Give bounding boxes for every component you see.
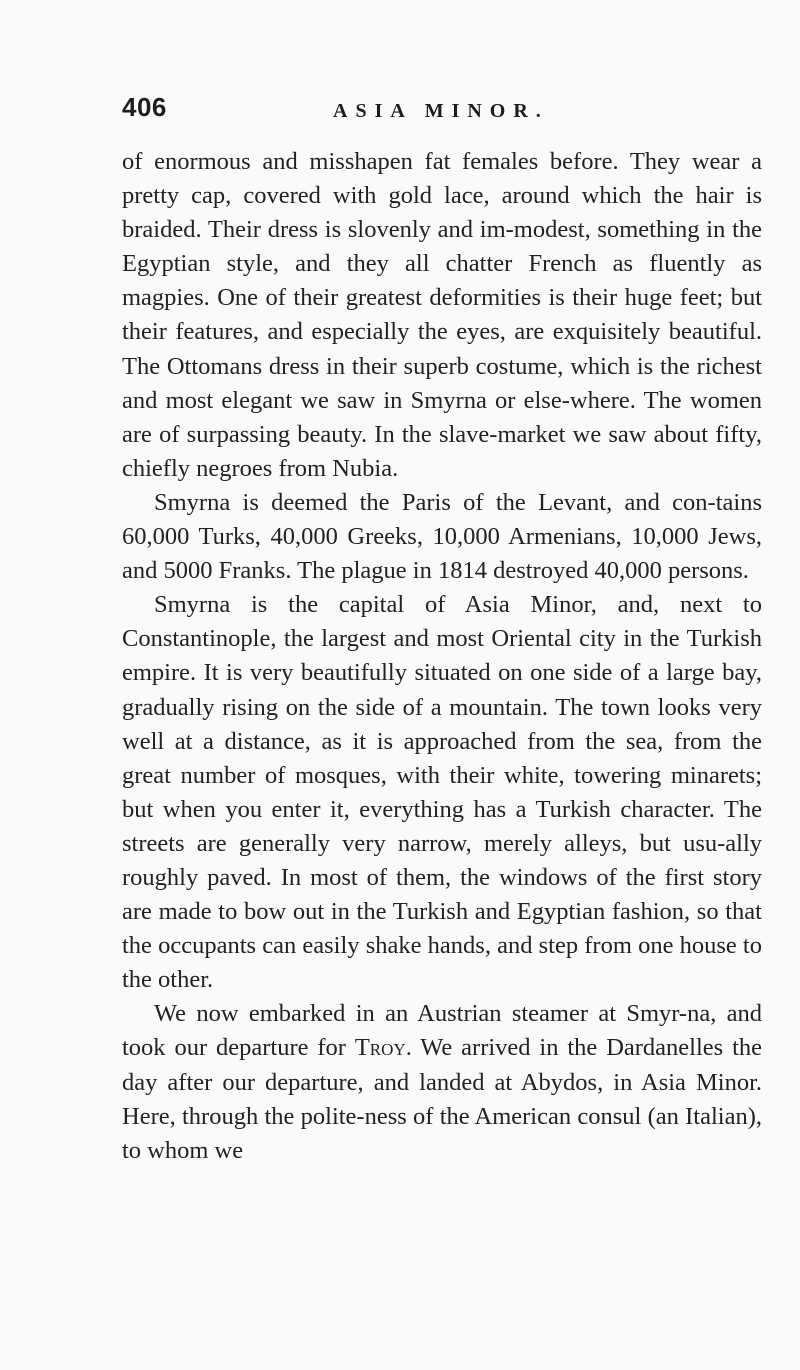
- paragraph-2: Smyrna is deemed the Paris of the Levant, and con-tains 60,000 Turks, 40,000 Greeks, 10,000 Armenians, 10,000 Jews, and 5000 Franks. The plague in 1814 destroyed 40,000 persons.: [122, 488, 762, 585]
- paragraph-1: of enormous and misshapen fat females before. They wear a pretty cap, covered with gold lace, around which the hair is braided. Their dress is slovenly and im-modest, something in the Egyptian style, and they all chatter French as fluently as magpies. One of their greatest deformities is their huge feet; but their features, and especially the eyes, are exquisitely beautiful. The Ottomans dress in their superb costume, which is the richest and most elegant we saw in Smyrna or else-where. The women are of surpassing beauty. In the slave-market we saw about fifty, chiefly negroes from Nubia.: [122, 148, 762, 482]
- paragraph-4-part-1: We now embarked in an Austrian steamer at Smyr-na, and took our departure for: [122, 1000, 762, 1062]
- page-header: [122, 92, 762, 132]
- paragraph-3: Smyrna is the capital of Asia Minor, and, next to Constantinople, the largest and most Oriental city in the Turkish empire. It is very beautifully situated on one side of a large bay, gradually rising on the side of a mountain. The town looks very well at a distance, as it is approached from the sea, from the great number of mosques, with their white, towering minarets; but when you enter it, everything has a Turkish character. The streets are generally very narrow, merely alleys, but usu-ally roughly paved. In most of them, the windows of the first story are made to bow out in the Turkish and Egyptian fashion, so that the occupants can easily shake hands, and step from one house to the other.: [122, 591, 762, 994]
- paragraph-4-part-2: . We arrived in the Dardanelles the day after our departure, and landed at Abydos, in Asia Minor. Here, through the polite-ness of the American consul (an Italian), to whom we: [122, 1034, 763, 1164]
- paragraph-4: [122, 997, 762, 1167]
- troy-text: Troy: [354, 1034, 406, 1062]
- page-number: 406: [122, 92, 167, 122]
- body-text: [122, 145, 762, 1168]
- running-head: ASIA MINOR.: [333, 100, 549, 122]
